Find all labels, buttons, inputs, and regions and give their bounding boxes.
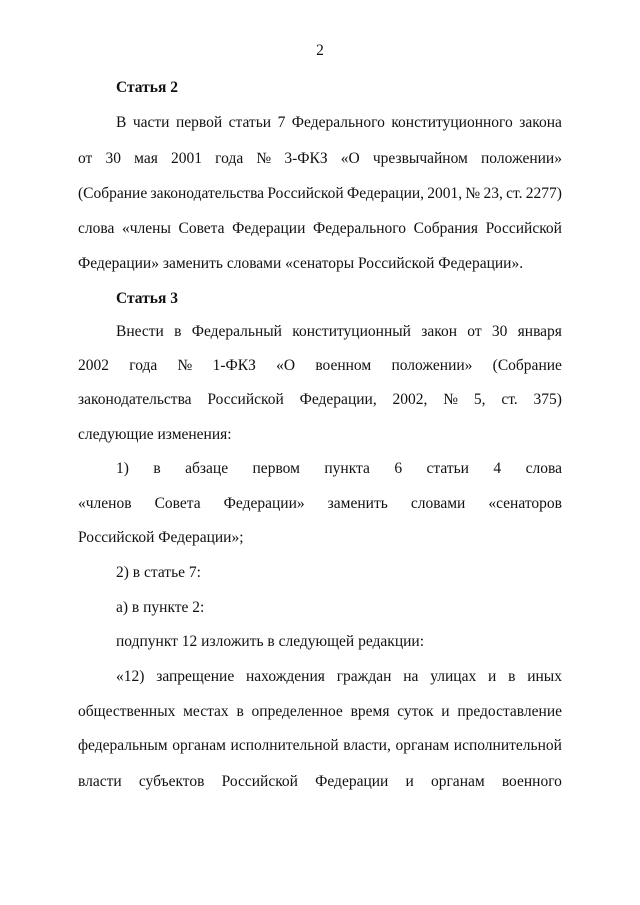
word: положении» xyxy=(481,150,562,167)
word: органам xyxy=(172,737,226,754)
word: года xyxy=(215,150,244,167)
text-line xyxy=(78,736,562,756)
word: Российской xyxy=(221,773,298,790)
word: Федерации, xyxy=(346,185,425,202)
word: Российской xyxy=(207,391,284,408)
word: и xyxy=(488,668,497,685)
word: статьи xyxy=(426,460,469,477)
word: № xyxy=(465,185,481,202)
word: 2002, xyxy=(392,391,428,408)
word: 6 xyxy=(394,460,403,477)
word: в xyxy=(153,460,161,477)
word: Федерации xyxy=(315,773,389,790)
word: военном xyxy=(315,357,372,374)
word: первой xyxy=(175,114,223,131)
word: (Собрание xyxy=(78,185,148,202)
word: от xyxy=(78,150,93,167)
text-line: Федерации» заменить словами «сенаторы Российской Федерации». xyxy=(78,255,524,272)
word: 1-ФКЗ xyxy=(212,357,256,374)
word: «12) xyxy=(116,668,145,685)
word: «члены xyxy=(121,220,171,237)
word: Российской xyxy=(267,185,344,202)
word: Совета xyxy=(154,495,201,512)
word: федеральным xyxy=(78,737,168,754)
word: суток xyxy=(397,703,434,720)
word: нахождения xyxy=(246,668,325,685)
text-line xyxy=(78,772,562,792)
text-line xyxy=(78,149,562,169)
word: в xyxy=(174,323,182,340)
word: 4 xyxy=(493,460,502,477)
word: закон xyxy=(421,323,458,340)
word: Федерального xyxy=(291,114,385,131)
page-number: 2 xyxy=(316,42,324,59)
word: мая xyxy=(134,150,158,167)
word: исполнительной xyxy=(230,737,339,754)
word: 2002 xyxy=(78,357,109,374)
word: 3-ФКЗ xyxy=(284,150,328,167)
word: конституционный xyxy=(292,323,411,340)
word: военного xyxy=(501,773,562,790)
word: от xyxy=(467,323,482,340)
text-line xyxy=(78,356,562,376)
word: года xyxy=(129,357,158,374)
word: января xyxy=(517,323,562,340)
word: власти, xyxy=(343,737,391,754)
word: запрещение xyxy=(156,668,235,685)
word: 30 xyxy=(491,323,508,340)
word: граждан xyxy=(336,668,392,685)
word: местах xyxy=(183,703,229,720)
word: чрезвычайном xyxy=(372,150,468,167)
word: пункта xyxy=(324,460,370,477)
text-line xyxy=(116,113,562,133)
word: улицах xyxy=(430,668,477,685)
word: 5, xyxy=(473,391,486,408)
word: первом xyxy=(252,460,300,477)
text-line xyxy=(78,184,562,204)
article-3-heading: Статья 3 xyxy=(116,290,178,307)
word: словами xyxy=(410,495,466,512)
word: 2001, xyxy=(427,185,463,202)
word: части xyxy=(132,114,170,131)
word: Федеральный xyxy=(191,323,282,340)
word: 2277) xyxy=(525,185,562,202)
word: В xyxy=(116,114,127,131)
text-line: подпункт 12 изложить в следующей редакции: xyxy=(116,633,425,650)
word: Совета xyxy=(178,220,225,237)
word: в xyxy=(236,703,244,720)
word: 2001 xyxy=(171,150,203,167)
text-line: 2) в статье 7: xyxy=(116,564,201,581)
word: № xyxy=(256,150,272,167)
word: «О xyxy=(340,150,360,167)
word: № xyxy=(177,357,193,374)
word: законодательства xyxy=(150,185,265,202)
word: власти xyxy=(78,773,122,790)
word: слова xyxy=(78,220,115,237)
word: Российской xyxy=(485,220,562,237)
word: слова xyxy=(525,460,562,477)
word: определенное xyxy=(251,703,343,720)
word: 23, xyxy=(483,185,503,202)
text-line: следующие изменения: xyxy=(78,426,232,443)
word: субъектов xyxy=(138,773,205,790)
word: в xyxy=(508,668,516,685)
word: ст. xyxy=(501,391,518,408)
text-line xyxy=(78,390,562,410)
text-line xyxy=(78,702,562,722)
word: исполнительной xyxy=(453,737,562,754)
word: законодательства xyxy=(78,391,192,408)
word: органам xyxy=(430,773,485,790)
word: «О xyxy=(276,357,296,374)
word: закона xyxy=(519,114,562,131)
word: Федерации» xyxy=(223,495,305,512)
word: абзаце xyxy=(185,460,229,477)
word: 30 xyxy=(105,150,121,167)
word: Федерации, xyxy=(299,391,377,408)
text-line: а) в пункте 2: xyxy=(116,599,205,616)
word: Собрания xyxy=(413,220,478,237)
word: Внести xyxy=(116,323,164,340)
word: 7 xyxy=(277,114,286,131)
word: и xyxy=(441,703,450,720)
word: положении» xyxy=(391,357,473,374)
word: иных xyxy=(527,668,562,685)
word: и xyxy=(405,773,414,790)
word: предоставление xyxy=(457,703,562,720)
word: ст. xyxy=(506,185,523,202)
word: № xyxy=(443,391,459,408)
text-line xyxy=(116,667,562,687)
word: конституционного xyxy=(391,114,513,131)
word: (Собрание xyxy=(492,357,562,374)
text-line: Российской Федерации»; xyxy=(78,529,244,546)
word: Федерации xyxy=(232,220,306,237)
word: общественных xyxy=(78,703,176,720)
word: органам xyxy=(395,737,450,754)
word: Федерального xyxy=(312,220,407,237)
text-line xyxy=(78,219,562,239)
word: 1) xyxy=(116,460,129,477)
word: «сенаторов xyxy=(488,495,562,512)
text-line xyxy=(116,322,562,342)
text-line xyxy=(78,494,562,514)
word: время xyxy=(350,703,390,720)
word: заменить xyxy=(327,495,388,512)
word: на xyxy=(403,668,419,685)
word: «членов xyxy=(78,495,132,512)
word: статьи xyxy=(228,114,272,131)
article-2-heading: Статья 2 xyxy=(116,79,178,96)
word: 375) xyxy=(533,391,562,408)
text-line xyxy=(116,459,562,479)
